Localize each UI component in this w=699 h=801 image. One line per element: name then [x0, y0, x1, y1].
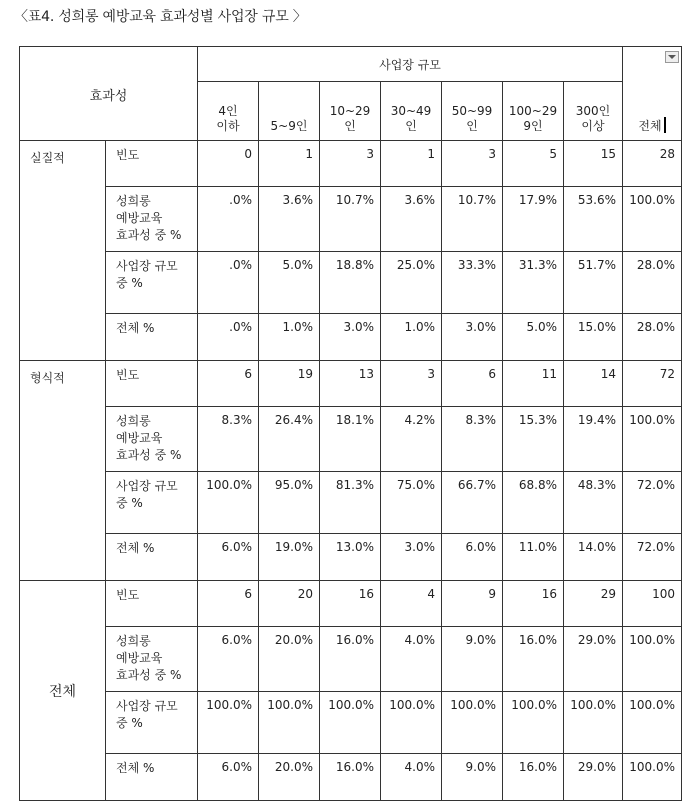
table-row [20, 581, 682, 627]
cell-value: 6.0% [198, 627, 259, 692]
cell-value: 100.0% [623, 627, 682, 692]
cell-value: 1.0% [259, 314, 320, 361]
column-header: 50~99 인 [442, 82, 503, 141]
cell-value: 5.0% [503, 314, 564, 361]
cell-value: 18.1% [320, 407, 381, 472]
row-label: 빈도 [106, 581, 198, 627]
cell-value: 16.0% [503, 627, 564, 692]
cell-value: 100.0% [623, 754, 682, 801]
cell-value: 4.0% [381, 627, 442, 692]
cell-value: 4.0% [381, 754, 442, 801]
cell-value: 3 [442, 141, 503, 187]
cell-value: 10.7% [320, 187, 381, 252]
cell-value: 20.0% [259, 627, 320, 692]
cell-value: 100.0% [259, 692, 320, 754]
cell-value: 33.3% [442, 252, 503, 314]
cell-value: 3.0% [442, 314, 503, 361]
cell-value: 16.0% [503, 754, 564, 801]
cell-value: 20.0% [259, 754, 320, 801]
dropdown-arrow-icon[interactable] [665, 51, 679, 63]
group-label: 실질적 [20, 141, 106, 361]
group-header: 사업장 규모 [198, 47, 623, 82]
row-label: 전체 % [106, 534, 198, 581]
cell-value: 6.0% [442, 534, 503, 581]
cell-value: 11.0% [503, 534, 564, 581]
cell-value: 100.0% [320, 692, 381, 754]
column-header: 10~29 인 [320, 82, 381, 141]
group-label: 전체 [20, 581, 106, 801]
cell-value: 75.0% [381, 472, 442, 534]
cell-value: 5.0% [259, 252, 320, 314]
cell-value: 19.0% [259, 534, 320, 581]
cell-value: 29.0% [564, 627, 623, 692]
cell-value: 3 [320, 141, 381, 187]
cell-value: 53.6% [564, 187, 623, 252]
cell-value: 8.3% [198, 407, 259, 472]
table-row [20, 472, 682, 534]
cell-value: 72 [623, 361, 682, 407]
cell-value: 100.0% [623, 187, 682, 252]
cell-value: 100.0% [623, 692, 682, 754]
cell-value: .0% [198, 314, 259, 361]
table-row [20, 361, 682, 407]
column-header: 30~49 인 [381, 82, 442, 141]
cell-value: 13.0% [320, 534, 381, 581]
table-row [20, 407, 682, 472]
cell-value: 100.0% [198, 472, 259, 534]
column-header: 4인 이하 [198, 82, 259, 141]
cell-value: 26.4% [259, 407, 320, 472]
cell-value: 9.0% [442, 754, 503, 801]
table-row [20, 187, 682, 252]
cell-value: 15 [564, 141, 623, 187]
cell-value: 14.0% [564, 534, 623, 581]
cell-value: 100.0% [381, 692, 442, 754]
cell-value: 19.4% [564, 407, 623, 472]
cell-value: 51.7% [564, 252, 623, 314]
row-label: 빈도 [106, 361, 198, 407]
cell-value: 14 [564, 361, 623, 407]
row-label: 사업장 규모 중 % [106, 692, 198, 754]
cell-value: 28.0% [623, 252, 682, 314]
cell-value: 4 [381, 581, 442, 627]
cell-value: 6 [198, 581, 259, 627]
cell-value: 1 [259, 141, 320, 187]
group-label: 형식적 [20, 361, 106, 581]
cell-value: 9 [442, 581, 503, 627]
cell-value: 3.6% [259, 187, 320, 252]
cell-value: 11 [503, 361, 564, 407]
cell-value: 15.0% [564, 314, 623, 361]
cell-value: 100.0% [564, 692, 623, 754]
cell-value: 17.9% [503, 187, 564, 252]
crosstab-table [19, 46, 682, 801]
cell-value: 20 [259, 581, 320, 627]
cell-value: 16.0% [320, 754, 381, 801]
text-cursor [664, 117, 666, 133]
cell-value: 72.0% [623, 472, 682, 534]
cell-value: 28 [623, 141, 682, 187]
cell-value: 72.0% [623, 534, 682, 581]
cell-value: 0 [198, 141, 259, 187]
column-header: 300인 이상 [564, 82, 623, 141]
cell-value: 25.0% [381, 252, 442, 314]
table-row [20, 754, 682, 801]
cell-value: 13 [320, 361, 381, 407]
cell-value: 3.6% [381, 187, 442, 252]
cell-value: 95.0% [259, 472, 320, 534]
cell-value: 9.0% [442, 627, 503, 692]
cell-value: 6 [198, 361, 259, 407]
cell-value: 81.3% [320, 472, 381, 534]
cell-value: 18.8% [320, 252, 381, 314]
cell-value: 16.0% [320, 627, 381, 692]
cell-value: 4.2% [381, 407, 442, 472]
cell-value: 8.3% [442, 407, 503, 472]
cell-value: 31.3% [503, 252, 564, 314]
row-label: 사업장 규모 중 % [106, 472, 198, 534]
cell-value: 3 [381, 361, 442, 407]
table-row [20, 692, 682, 754]
cell-value: 100.0% [623, 407, 682, 472]
cell-value: 100.0% [442, 692, 503, 754]
column-header: 100~29 9인 [503, 82, 564, 141]
row-label: 성희롱 예방교육 효과성 중 % [106, 187, 198, 252]
row-label: 전체 % [106, 754, 198, 801]
cell-value: 19 [259, 361, 320, 407]
cell-value: 29 [564, 581, 623, 627]
column-header: 5~9인 [259, 82, 320, 141]
table-row [20, 141, 682, 187]
table-row [20, 314, 682, 361]
table-row [20, 252, 682, 314]
cell-value: 68.8% [503, 472, 564, 534]
cell-value: 16 [320, 581, 381, 627]
cell-value: 5 [503, 141, 564, 187]
table-row [20, 534, 682, 581]
cell-value: 100.0% [503, 692, 564, 754]
cell-value: 6.0% [198, 534, 259, 581]
total-header-label: 전체 [638, 119, 662, 133]
table-row [20, 627, 682, 692]
cell-value: 6 [442, 361, 503, 407]
row-label: 성희롱 예방교육 효과성 중 % [106, 627, 198, 692]
cell-value: 28.0% [623, 314, 682, 361]
cell-value: 66.7% [442, 472, 503, 534]
cell-value: 29.0% [564, 754, 623, 801]
row-label: 성희롱 예방교육 효과성 중 % [106, 407, 198, 472]
row-label: 사업장 규모 중 % [106, 252, 198, 314]
row-label: 빈도 [106, 141, 198, 187]
cell-value: 1 [381, 141, 442, 187]
total-header [623, 47, 682, 141]
cell-value: .0% [198, 187, 259, 252]
cell-value: 100 [623, 581, 682, 627]
cell-value: 100.0% [198, 692, 259, 754]
cell-value: 3.0% [320, 314, 381, 361]
cell-value: 15.3% [503, 407, 564, 472]
table-caption: 〈표4. 성희롱 예방교육 효과성별 사업장 규모 〉 [14, 9, 307, 25]
cell-value: 6.0% [198, 754, 259, 801]
cell-value: 48.3% [564, 472, 623, 534]
cell-value: 1.0% [381, 314, 442, 361]
cell-value: 3.0% [381, 534, 442, 581]
corner-header: 효과성 [20, 47, 198, 141]
row-label: 전체 % [106, 314, 198, 361]
cell-value: .0% [198, 252, 259, 314]
cell-value: 10.7% [442, 187, 503, 252]
cell-value: 16 [503, 581, 564, 627]
